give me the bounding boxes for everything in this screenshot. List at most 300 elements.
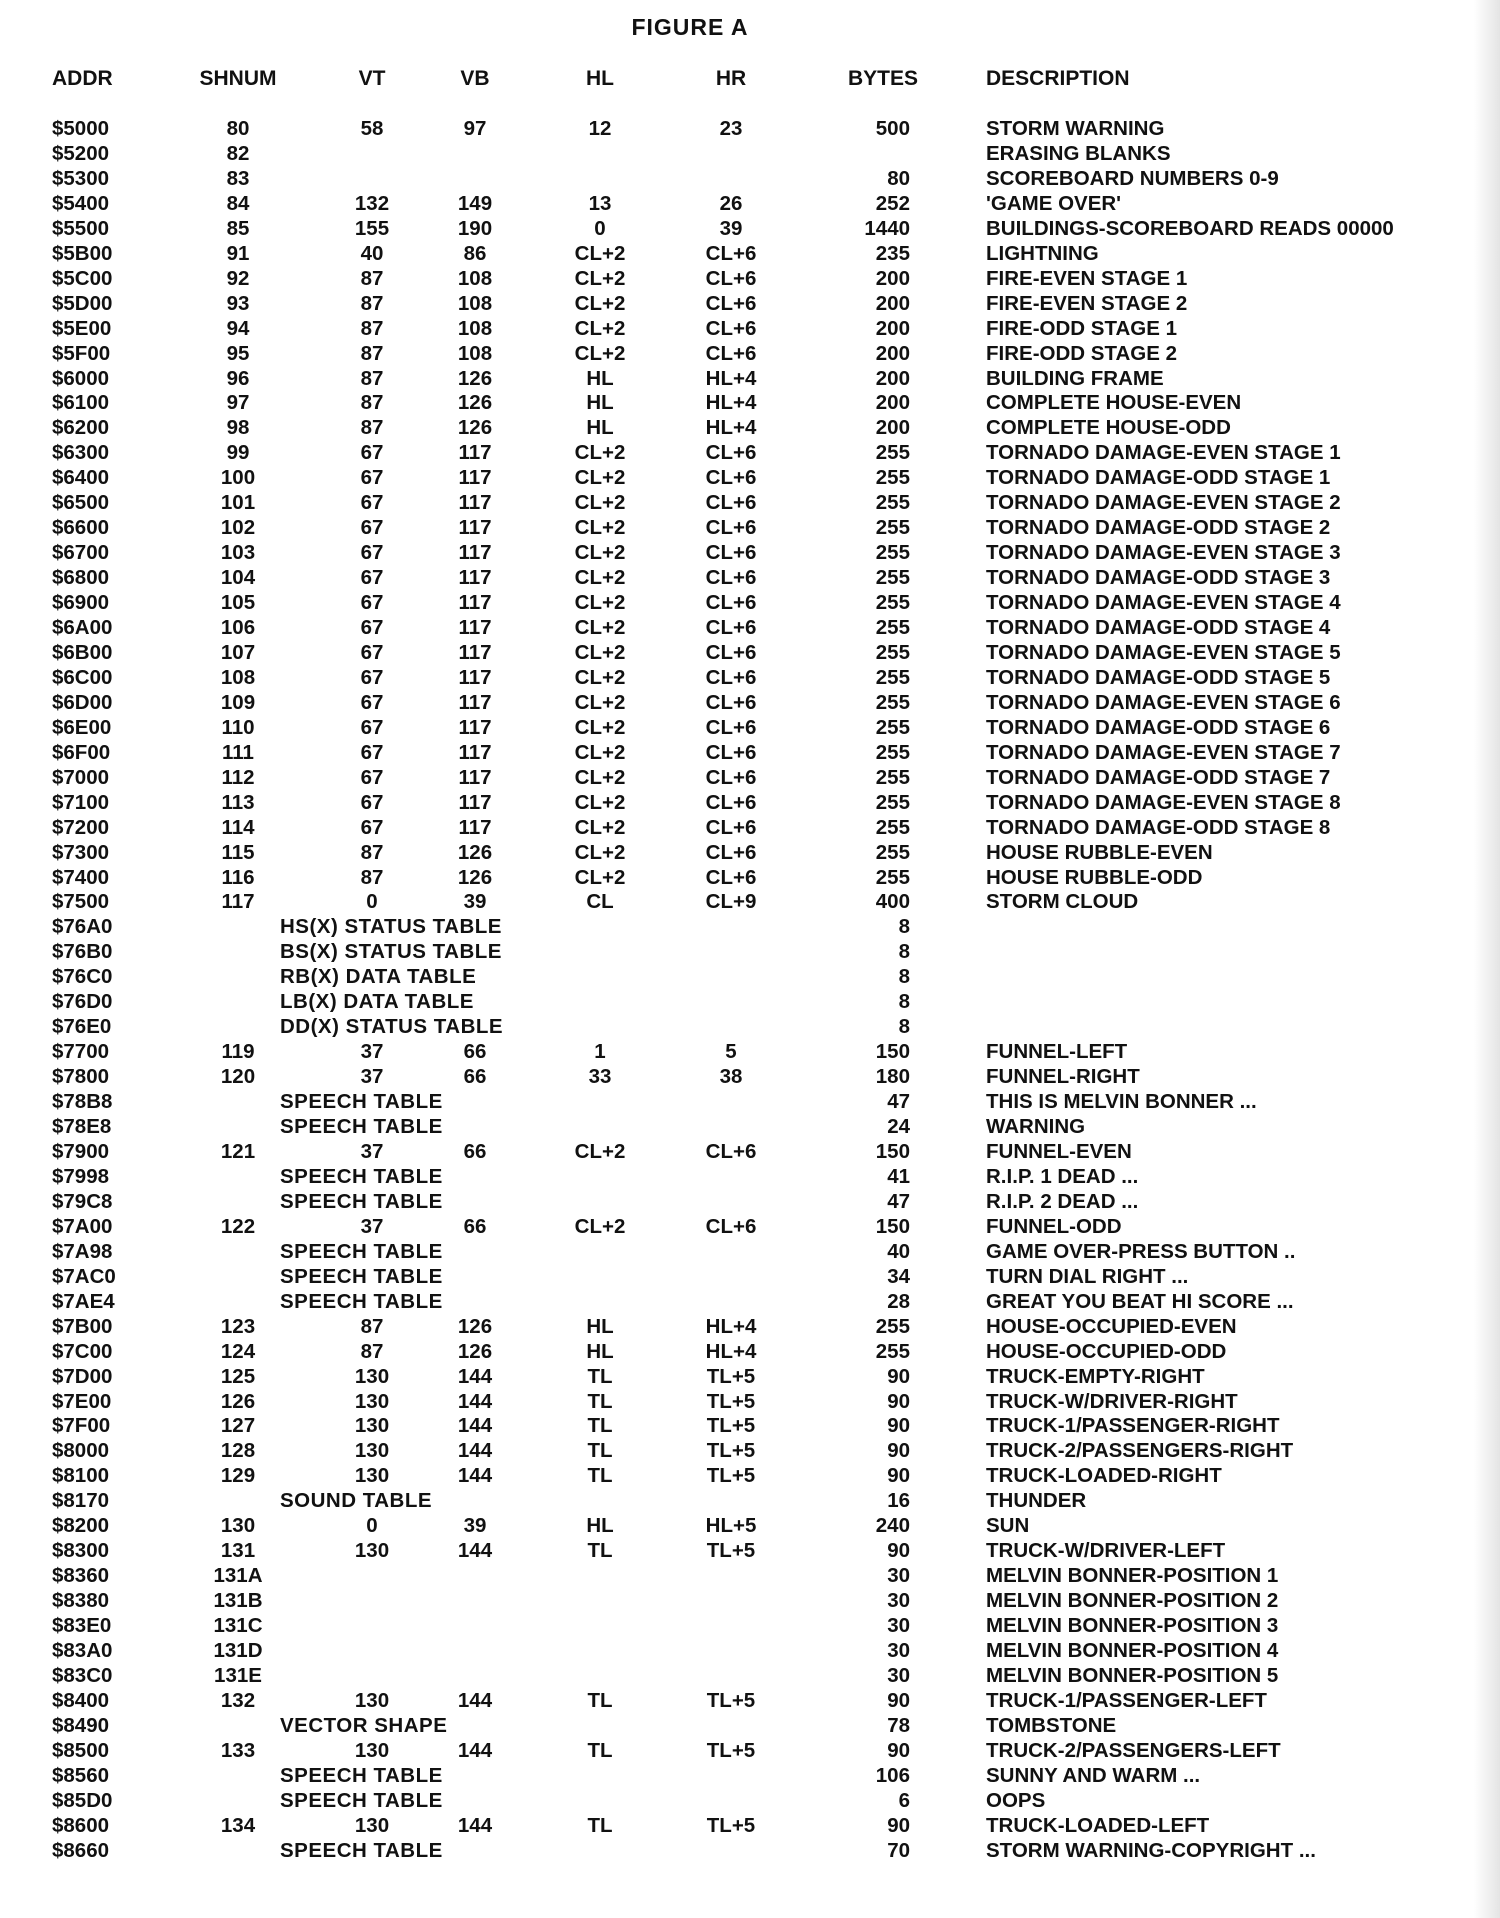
cell-hl: CL+2 xyxy=(574,466,626,490)
cell-bytes: 30 xyxy=(887,1614,910,1637)
cell-shnum: 110 xyxy=(221,715,255,739)
cell-bytes: 16 xyxy=(887,1489,910,1513)
cell-shnum: 127 xyxy=(220,1414,256,1438)
cell-vb: 144 xyxy=(457,1389,493,1413)
cell-desc: FIRE-EVEN STAGE 1 xyxy=(986,266,1188,290)
cell-vt: 155 xyxy=(354,216,390,240)
table-row xyxy=(0,1838,1500,1863)
cell-addr: $7400 xyxy=(52,865,110,889)
table-row xyxy=(0,415,1500,440)
cell-desc: TRUCK-W/DRIVER-LEFT xyxy=(986,1539,1226,1563)
cell-shnum: 131A xyxy=(213,1564,263,1588)
cell-addr: $6500 xyxy=(52,491,110,515)
table-row xyxy=(0,1638,1500,1663)
cell-addr: $79C8 xyxy=(52,1189,113,1213)
cell-vb: 108 xyxy=(457,341,493,365)
cell-vt: 67 xyxy=(360,690,384,714)
cell-addr: $6800 xyxy=(52,566,110,590)
cell-table-note: SOUND TABLE xyxy=(280,1489,433,1513)
col-header-description: DESCRIPTION xyxy=(986,67,1130,90)
cell-shnum: 111 xyxy=(222,740,254,764)
cell-vt: 87 xyxy=(360,291,384,315)
table-row xyxy=(0,1239,1500,1264)
table-row xyxy=(0,665,1500,690)
cell-bytes: 41 xyxy=(887,1164,910,1188)
cell-addr: $6300 xyxy=(52,441,110,465)
cell-vt: 87 xyxy=(360,865,384,889)
cell-vb: 97 xyxy=(463,117,487,140)
cell-addr: $7500 xyxy=(52,890,110,914)
cell-vt: 40 xyxy=(360,241,384,265)
cell-hl: CL xyxy=(586,890,614,914)
cell-vb: 144 xyxy=(457,1439,493,1463)
cell-bytes: 90 xyxy=(887,1539,910,1563)
cell-shnum: 131B xyxy=(213,1589,263,1612)
cell-table-note: SPEECH TABLE xyxy=(280,1164,443,1188)
cell-shnum: 82 xyxy=(226,141,250,165)
cell-hl: CL+2 xyxy=(574,316,626,340)
cell-addr: $6200 xyxy=(52,416,110,440)
cell-desc: TRUCK-W/DRIVER-RIGHT xyxy=(986,1389,1238,1413)
cell-bytes: 90 xyxy=(887,1738,910,1762)
table-row xyxy=(0,1588,1500,1613)
cell-addr: $8000 xyxy=(52,1439,110,1463)
cell-shnum: 93 xyxy=(226,291,250,315)
cell-addr: $6000 xyxy=(52,366,110,390)
cell-desc: FUNNEL-RIGHT xyxy=(986,1065,1140,1089)
cell-hl: CL+2 xyxy=(574,690,626,714)
cell-shnum: 124 xyxy=(220,1339,256,1363)
cell-hr: TL+5 xyxy=(706,1688,756,1712)
cell-bytes: 34 xyxy=(887,1264,910,1288)
cell-table-note: SPEECH TABLE xyxy=(280,1189,443,1213)
cell-desc: TURN DIAL RIGHT ... xyxy=(986,1264,1189,1288)
cell-addr: $83A0 xyxy=(52,1639,113,1662)
cell-addr: $7900 xyxy=(52,1139,110,1163)
cell-vt: 87 xyxy=(360,341,384,365)
cell-vb: 117 xyxy=(458,591,492,614)
cell-vb: 144 xyxy=(457,1464,493,1488)
table-row xyxy=(0,490,1500,515)
col-header-vt: VT xyxy=(358,67,386,90)
cell-desc: 'GAME OVER' xyxy=(986,191,1122,215)
cell-desc: TRUCK-1/PASSENGER-RIGHT xyxy=(986,1414,1280,1438)
cell-vt: 130 xyxy=(354,1738,390,1762)
cell-shnum: 126 xyxy=(220,1389,256,1413)
cell-bytes: 90 xyxy=(887,1389,910,1413)
cell-hl: CL+2 xyxy=(574,616,626,639)
cell-shnum: 83 xyxy=(226,166,250,190)
cell-hl: CL+2 xyxy=(574,341,626,365)
cell-vb: 117 xyxy=(458,665,492,689)
cell-hl: TL xyxy=(587,1439,613,1463)
cell-desc: MELVIN BONNER-POSITION 2 xyxy=(986,1589,1279,1612)
cell-addr: $5C00 xyxy=(52,266,113,290)
table-row xyxy=(0,1538,1500,1563)
cell-hr: CL+6 xyxy=(705,591,757,614)
cell-desc: COMPLETE HOUSE-ODD xyxy=(986,416,1231,440)
cell-hl: HL xyxy=(586,416,614,440)
cell-desc: FIRE-ODD STAGE 2 xyxy=(986,341,1177,365)
cell-shnum: 105 xyxy=(220,591,256,614)
cell-desc: STORM WARNING xyxy=(986,117,1165,140)
cell-addr: $6400 xyxy=(52,466,110,490)
cell-table-note: SPEECH TABLE xyxy=(280,1838,443,1862)
cell-bytes: 255 xyxy=(875,815,910,839)
table-row xyxy=(0,1314,1500,1339)
cell-vb: 126 xyxy=(457,416,493,440)
cell-desc: HOUSE RUBBLE-ODD xyxy=(986,865,1203,889)
table-row xyxy=(0,1014,1500,1039)
cell-table-note: HS(X) STATUS TABLE xyxy=(280,915,502,939)
cell-bytes: 90 xyxy=(887,1439,910,1463)
cell-bytes: 255 xyxy=(875,516,910,540)
cell-shnum: 121 xyxy=(220,1139,256,1163)
cell-hl: CL+2 xyxy=(574,790,626,814)
cell-desc: FUNNEL-ODD xyxy=(986,1214,1122,1238)
cell-addr: $6600 xyxy=(52,516,110,540)
cell-hr: TL+5 xyxy=(706,1389,756,1413)
cell-addr: $8490 xyxy=(52,1713,110,1737)
cell-addr: $5F00 xyxy=(52,341,111,365)
cell-hr: CL+6 xyxy=(705,1214,757,1238)
cell-desc: TORNADO DAMAGE-ODD STAGE 5 xyxy=(986,665,1331,689)
cell-hl: TL xyxy=(587,1539,613,1563)
cell-hr: 38 xyxy=(719,1065,743,1089)
cell-desc: TORNADO DAMAGE-EVEN STAGE 6 xyxy=(986,690,1341,714)
cell-addr: $8400 xyxy=(52,1688,110,1712)
cell-vt: 37 xyxy=(360,1139,384,1163)
cell-desc: STORM CLOUD xyxy=(986,890,1139,914)
cell-addr: $7AE4 xyxy=(52,1289,115,1313)
cell-shnum: 122 xyxy=(220,1214,256,1238)
table-row xyxy=(0,715,1500,740)
cell-shnum: 116 xyxy=(221,865,255,889)
cell-bytes: 180 xyxy=(875,1065,910,1089)
cell-vt: 67 xyxy=(360,790,384,814)
cell-desc: TRUCK-EMPTY-RIGHT xyxy=(986,1364,1205,1388)
cell-hl: HL xyxy=(586,1339,614,1363)
cell-vt: 130 xyxy=(354,1464,390,1488)
cell-bytes: 24 xyxy=(887,1115,910,1138)
table-row xyxy=(0,1438,1500,1463)
cell-addr: $5D00 xyxy=(52,291,113,315)
cell-desc: TORNADO DAMAGE-EVEN STAGE 3 xyxy=(986,541,1341,565)
cell-hl: CL+2 xyxy=(574,1139,626,1163)
table-row xyxy=(0,1089,1500,1114)
cell-shnum: 125 xyxy=(220,1364,256,1388)
cell-vt: 67 xyxy=(360,815,384,839)
cell-table-note: SPEECH TABLE xyxy=(280,1090,443,1113)
cell-desc: MELVIN BONNER-POSITION 1 xyxy=(986,1564,1279,1588)
cell-addr: $7A00 xyxy=(52,1214,113,1238)
cell-bytes: 47 xyxy=(887,1090,910,1113)
table-row xyxy=(0,1264,1500,1289)
cell-hr: TL+5 xyxy=(706,1738,756,1762)
cell-bytes: 90 xyxy=(887,1414,910,1438)
cell-shnum: 85 xyxy=(226,216,250,240)
cell-bytes: 255 xyxy=(875,541,910,565)
cell-hr: CL+6 xyxy=(705,566,757,590)
cell-hr: CL+6 xyxy=(705,241,757,265)
col-header-hl: HL xyxy=(586,67,614,90)
table-row xyxy=(0,1413,1500,1438)
cell-hr: CL+6 xyxy=(705,715,757,739)
cell-hl: TL xyxy=(587,1414,613,1438)
cell-vb: 86 xyxy=(463,241,487,265)
cell-shnum: 131E xyxy=(214,1663,262,1687)
cell-vb: 144 xyxy=(457,1688,493,1712)
cell-hl: CL+2 xyxy=(574,865,626,889)
table-row xyxy=(0,914,1500,939)
cell-bytes: 235 xyxy=(875,241,910,265)
cell-table-note: VECTOR SHAPE xyxy=(280,1713,448,1737)
cell-bytes: 255 xyxy=(875,566,910,590)
cell-addr: $76B0 xyxy=(52,940,113,964)
cell-desc: SUNNY AND WARM ... xyxy=(986,1763,1201,1787)
cell-bytes: 150 xyxy=(875,1214,910,1238)
cell-shnum: 80 xyxy=(226,117,250,140)
cell-desc: TORNADO DAMAGE-EVEN STAGE 2 xyxy=(986,491,1341,515)
cell-shnum: 98 xyxy=(226,416,250,440)
cell-bytes: 255 xyxy=(875,690,910,714)
cell-bytes: 1440 xyxy=(864,216,910,240)
cell-vb: 126 xyxy=(457,865,493,889)
cell-shnum: 106 xyxy=(220,616,256,639)
cell-shnum: 113 xyxy=(221,790,255,814)
cell-vb: 66 xyxy=(463,1040,487,1064)
cell-bytes: 78 xyxy=(887,1713,910,1737)
cell-desc: GAME OVER-PRESS BUTTON .. xyxy=(986,1239,1296,1263)
cell-addr: $78B8 xyxy=(52,1090,113,1113)
table-row xyxy=(0,1513,1500,1538)
cell-bytes: 255 xyxy=(875,840,910,864)
cell-hr: CL+6 xyxy=(705,865,757,889)
cell-addr: $5300 xyxy=(52,166,110,190)
cell-bytes: 30 xyxy=(887,1639,910,1662)
table-row xyxy=(0,1064,1500,1089)
table-row xyxy=(0,1139,1500,1164)
col-header-bytes: BYTES xyxy=(847,67,918,90)
cell-desc: THUNDER xyxy=(986,1489,1087,1513)
cell-hr: CL+6 xyxy=(705,316,757,340)
cell-addr: $5000 xyxy=(52,117,110,140)
cell-hr: CL+6 xyxy=(705,840,757,864)
cell-shnum: 132 xyxy=(220,1688,256,1712)
cell-shnum: 100 xyxy=(220,466,256,490)
cell-hl: HL xyxy=(586,1514,614,1538)
table-row xyxy=(0,1339,1500,1364)
cell-hr: CL+6 xyxy=(705,341,757,365)
cell-addr: $8170 xyxy=(52,1489,110,1513)
table-row xyxy=(0,1389,1500,1414)
cell-addr: $5E00 xyxy=(52,316,112,340)
cell-bytes: 70 xyxy=(887,1838,910,1862)
cell-hl: CL+2 xyxy=(574,640,626,664)
cell-vb: 117 xyxy=(458,690,492,714)
cell-shnum: 107 xyxy=(220,640,256,664)
cell-bytes: 200 xyxy=(875,366,910,390)
cell-desc: TRUCK-2/PASSENGERS-RIGHT xyxy=(986,1439,1294,1463)
cell-vt: 67 xyxy=(360,541,384,565)
cell-bytes: 252 xyxy=(875,191,910,215)
cell-addr: $8100 xyxy=(52,1464,110,1488)
cell-desc: MELVIN BONNER-POSITION 3 xyxy=(986,1614,1279,1637)
table-row xyxy=(0,1488,1500,1513)
cell-table-note: SPEECH TABLE xyxy=(280,1763,443,1787)
cell-vb: 126 xyxy=(457,391,493,415)
cell-addr: $7D00 xyxy=(52,1364,113,1388)
cell-addr: $8300 xyxy=(52,1539,110,1563)
cell-addr: $6A00 xyxy=(52,616,113,639)
cell-vb: 126 xyxy=(457,1339,493,1363)
cell-bytes: 30 xyxy=(887,1663,910,1687)
cell-bytes: 255 xyxy=(875,1339,910,1363)
cell-vt: 58 xyxy=(360,117,384,140)
cell-vb: 117 xyxy=(458,765,492,789)
cell-vb: 39 xyxy=(463,890,487,914)
cell-bytes: 90 xyxy=(887,1364,910,1388)
cell-addr: $6D00 xyxy=(52,690,113,714)
cell-shnum: 103 xyxy=(220,541,256,565)
cell-bytes: 200 xyxy=(875,416,910,440)
cell-shnum: 95 xyxy=(226,341,250,365)
table-row xyxy=(0,640,1500,665)
cell-vt: 67 xyxy=(360,516,384,540)
cell-hr: TL+5 xyxy=(706,1439,756,1463)
cell-hl: CL+2 xyxy=(574,491,626,515)
cell-desc: TRUCK-LOADED-RIGHT xyxy=(986,1464,1222,1488)
cell-shnum: 97 xyxy=(226,391,250,415)
table-header xyxy=(0,66,1500,91)
cell-desc: MELVIN BONNER-POSITION 5 xyxy=(986,1663,1279,1687)
cell-desc: LIGHTNING xyxy=(986,241,1099,265)
cell-shnum: 114 xyxy=(221,815,255,839)
table-row xyxy=(0,1563,1500,1588)
cell-addr: $8500 xyxy=(52,1738,110,1762)
table-row xyxy=(0,1813,1500,1838)
cell-vb: 126 xyxy=(457,840,493,864)
cell-vb: 144 xyxy=(457,1738,493,1762)
cell-vt: 67 xyxy=(360,665,384,689)
cell-shnum: 99 xyxy=(226,441,250,465)
cell-bytes: 150 xyxy=(875,1139,910,1163)
cell-addr: $7700 xyxy=(52,1040,110,1064)
cell-bytes: 200 xyxy=(875,291,910,315)
cell-bytes: 30 xyxy=(887,1589,910,1612)
cell-vt: 0 xyxy=(366,890,378,914)
table-row xyxy=(0,1788,1500,1813)
table-row xyxy=(0,216,1500,241)
cell-hl: TL xyxy=(587,1389,613,1413)
table-row xyxy=(0,366,1500,391)
table-row xyxy=(0,790,1500,815)
cell-hr: TL+5 xyxy=(706,1464,756,1488)
cell-hr: CL+6 xyxy=(705,616,757,639)
cell-shnum: 91 xyxy=(226,241,250,265)
table-row xyxy=(0,1738,1500,1763)
cell-vb: 66 xyxy=(463,1139,487,1163)
cell-addr: $6B00 xyxy=(52,640,113,664)
cell-addr: $7C00 xyxy=(52,1339,113,1363)
table-row xyxy=(0,865,1500,890)
cell-hl: CL+2 xyxy=(574,266,626,290)
cell-bytes: 255 xyxy=(875,665,910,689)
table-row xyxy=(0,740,1500,765)
cell-hl: CL+2 xyxy=(574,840,626,864)
cell-vt: 67 xyxy=(360,466,384,490)
table-row xyxy=(0,989,1500,1014)
cell-desc: BUILDINGS-SCOREBOARD READS 00000 xyxy=(986,216,1394,240)
cell-hl: CL+2 xyxy=(574,765,626,789)
cell-desc: FIRE-EVEN STAGE 2 xyxy=(986,291,1188,315)
cell-desc: TORNADO DAMAGE-ODD STAGE 3 xyxy=(986,566,1331,590)
cell-hl: CL+2 xyxy=(574,566,626,590)
cell-desc: TORNADO DAMAGE-ODD STAGE 2 xyxy=(986,516,1331,540)
cell-table-note: DD(X) STATUS TABLE xyxy=(280,1015,504,1039)
cell-vt: 87 xyxy=(360,1314,384,1338)
cell-shnum: 119 xyxy=(221,1040,255,1064)
cell-addr: $7200 xyxy=(52,815,110,839)
cell-bytes: 8 xyxy=(898,940,910,964)
cell-addr: $5B00 xyxy=(52,241,113,265)
cell-addr: $76D0 xyxy=(52,990,113,1014)
cell-addr: $7100 xyxy=(52,790,110,814)
cell-table-note: SPEECH TABLE xyxy=(280,1115,443,1138)
cell-vb: 108 xyxy=(457,291,493,315)
cell-vt: 87 xyxy=(360,840,384,864)
table-row xyxy=(0,515,1500,540)
cell-vb: 144 xyxy=(457,1539,493,1563)
col-header-addr: ADDR xyxy=(52,67,113,90)
cell-vt: 87 xyxy=(360,391,384,415)
cell-vb: 117 xyxy=(458,640,492,664)
cell-desc: HOUSE-OCCUPIED-EVEN xyxy=(986,1314,1237,1338)
cell-hr: HL+4 xyxy=(705,416,757,440)
table-row xyxy=(0,590,1500,615)
cell-hl: HL xyxy=(586,391,614,415)
cell-addr: $78E8 xyxy=(52,1115,112,1138)
cell-bytes: 400 xyxy=(875,890,910,914)
cell-hl: HL xyxy=(586,366,614,390)
cell-hl: 13 xyxy=(588,191,612,215)
cell-vt: 130 xyxy=(354,1364,390,1388)
table-row xyxy=(0,266,1500,291)
cell-addr: $8380 xyxy=(52,1589,110,1612)
cell-addr: $5200 xyxy=(52,141,110,165)
table-row xyxy=(0,765,1500,790)
cell-vb: 144 xyxy=(457,1364,493,1388)
cell-bytes: 8 xyxy=(898,990,910,1014)
cell-addr: $8200 xyxy=(52,1514,110,1538)
cell-addr: $8560 xyxy=(52,1763,110,1787)
cell-vt: 0 xyxy=(366,1514,378,1538)
cell-vb: 117 xyxy=(458,541,492,565)
cell-hl: 0 xyxy=(594,216,606,240)
cell-addr: $5500 xyxy=(52,216,110,240)
cell-vt: 67 xyxy=(360,740,384,764)
cell-bytes: 255 xyxy=(875,1314,910,1338)
table-row xyxy=(0,690,1500,715)
cell-hr: HL+4 xyxy=(705,366,757,390)
cell-addr: $8600 xyxy=(52,1813,110,1837)
table-row xyxy=(0,1763,1500,1788)
cell-hr: TL+5 xyxy=(706,1539,756,1563)
cell-shnum: 112 xyxy=(221,765,255,789)
cell-vb: 66 xyxy=(463,1214,487,1238)
cell-desc: ERASING BLANKS xyxy=(986,141,1171,165)
table-row xyxy=(0,191,1500,216)
